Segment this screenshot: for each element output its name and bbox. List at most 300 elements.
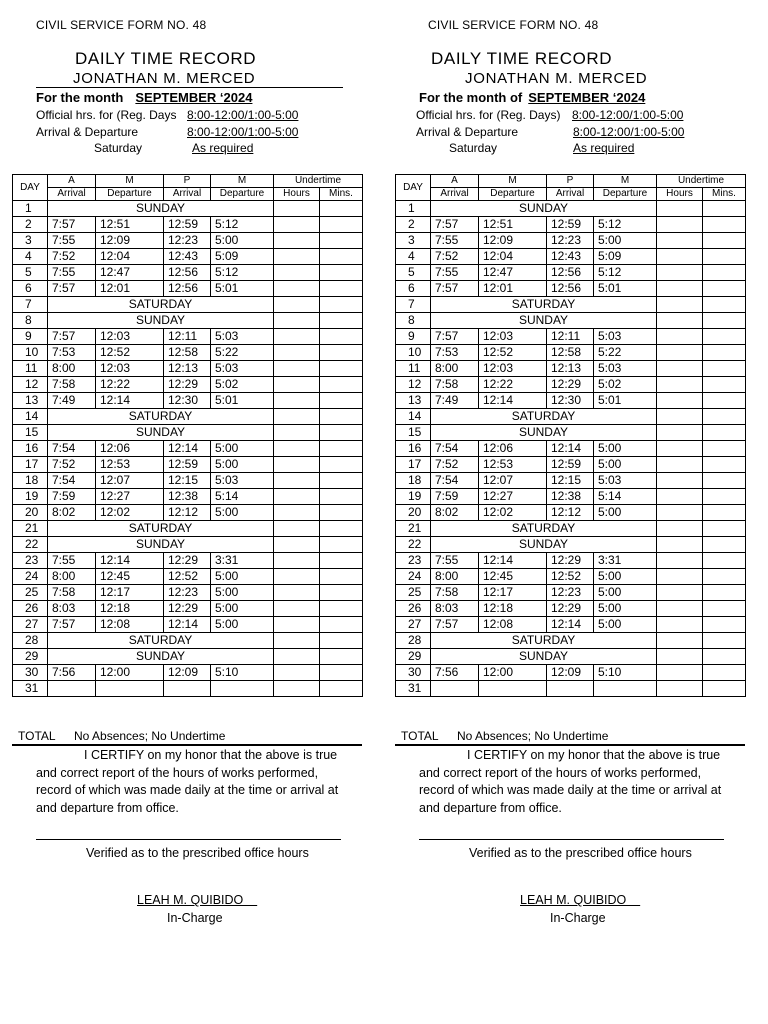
certification-text [419,747,739,817]
day-cell: 31 [396,681,431,697]
undertime-mins-cell [320,409,363,425]
time-cell-am-in: 7:55 [48,553,96,569]
time-cell-pm-in: 12:58 [547,345,594,361]
day-cell: 12 [396,377,431,393]
time-cell-am-in: 7:54 [431,441,479,457]
undertime-mins-cell [703,441,746,457]
time-cell-pm-in: 12:14 [547,441,594,457]
time-cell-pm-in: 12:52 [547,569,594,585]
total-value: No Absences; No Undertime [457,729,609,743]
undertime-mins-cell [703,585,746,601]
time-cell-am-in: 7:54 [48,441,96,457]
time-cell-am-out: 12:08 [96,617,164,633]
time-cell-am-out: 12:18 [96,601,164,617]
undertime-header: Undertime [274,175,363,188]
undertime-hours-cell [657,505,703,521]
undertime-mins-cell [320,249,363,265]
month-value: SEPTEMBER ‘2024 [528,90,646,105]
official-hours-label: Official hrs. for (Reg. Days [36,108,177,122]
time-cell-pm-in: 12:13 [547,361,594,377]
incharge-role: In-Charge [167,911,223,925]
am-departure-header: M [96,175,164,188]
employee-name: JONATHAN M. MERCED [36,70,343,88]
month-value: SEPTEMBER ‘2024 [135,90,253,105]
undertime-hours-cell [657,409,703,425]
table-row [13,681,363,697]
undertime-hours-cell [274,457,320,473]
day-cell: 4 [13,249,48,265]
table-row [13,489,363,505]
official-hours-value: 8:00-12:00/1:00-5:00 [572,108,684,122]
undertime-hours-cell [274,201,320,217]
table-row [13,473,363,489]
time-cell-am-out: 12:00 [479,665,547,681]
undertime-hours-cell [274,233,320,249]
time-cell-am-out: 12:14 [479,393,547,409]
undertime-hours-cell [274,585,320,601]
undertime-mins-cell [320,425,363,441]
undertime-hours-cell [274,281,320,297]
undertime-mins-cell [703,281,746,297]
table-row [13,601,363,617]
undertime-mins-cell [703,217,746,233]
time-cell-pm-in: 12:29 [547,601,594,617]
day-status-cell: SATURDAY [431,521,657,537]
day-cell: 3 [13,233,48,249]
time-cell-pm-out: 5:00 [211,505,274,521]
time-cell-pm-in: 12:14 [164,441,211,457]
table-row [13,265,363,281]
incharge-role: In-Charge [550,911,606,925]
time-cell-pm-in [164,681,211,697]
time-cell-am-out: 12:22 [96,377,164,393]
time-cell-am-out: 12:03 [96,361,164,377]
day-cell: 26 [13,601,48,617]
table-row [396,313,746,329]
table-row [396,553,746,569]
undertime-hours-cell [274,681,320,697]
undertime-hours-cell [274,377,320,393]
official-hours-row [416,108,684,122]
undertime-hours-cell [657,233,703,249]
arrival-departure-row [416,125,685,139]
table-header-row [13,175,363,188]
day-status-cell: SATURDAY [48,297,274,313]
table-row [13,617,363,633]
undertime-mins-cell [320,393,363,409]
time-cell-pm-in: 12:15 [547,473,594,489]
official-hours-value: 8:00-12:00/1:00-5:00 [187,108,299,122]
time-cell-am-in: 7:57 [48,217,96,233]
time-cell-pm-out: 5:12 [211,265,274,281]
time-cell-am-in: 8:03 [431,601,479,617]
time-cell-am-out: 12:09 [479,233,547,249]
day-cell: 30 [396,665,431,681]
day-cell: 21 [13,521,48,537]
table-row [396,569,746,585]
undertime-hours-cell [657,441,703,457]
undertime-mins-cell [703,233,746,249]
time-cell-pm-in: 12:43 [164,249,211,265]
undertime-hours-cell [274,617,320,633]
day-cell: 10 [396,345,431,361]
certification-body: I CERTIFY on my honor that the above is true and correct report of the hours of works performed, record of which was made daily at the time or arrival at and departure from office. [36,748,339,815]
undertime-mins-cell [320,665,363,681]
month-row [419,90,713,105]
day-status-cell: SUNDAY [48,201,274,217]
undertime-hours-cell [274,345,320,361]
time-cell-am-out: 12:17 [96,585,164,601]
time-cell-pm-in: 12:52 [164,569,211,585]
undertime-hours-cell [274,601,320,617]
undertime-mins-cell [320,521,363,537]
day-status-cell: SUNDAY [431,425,657,441]
time-cell-pm-in: 12:59 [547,217,594,233]
undertime-hours-cell [274,361,320,377]
day-cell: 18 [13,473,48,489]
time-cell-am-out: 12:09 [96,233,164,249]
time-cell-am-out: 12:14 [96,393,164,409]
day-cell: 3 [396,233,431,249]
time-cell-am-in: 7:59 [431,489,479,505]
day-cell: 28 [396,633,431,649]
day-cell: 15 [396,425,431,441]
time-cell-am-out: 12:03 [479,329,547,345]
table-row [13,329,363,345]
day-header: DAY [13,175,48,201]
undertime-hours-cell [657,281,703,297]
day-cell: 9 [396,329,431,345]
undertime-hours-cell [657,553,703,569]
undertime-mins-cell [703,649,746,665]
table-row [13,649,363,665]
day-status-cell: SUNDAY [431,201,657,217]
day-cell: 22 [13,537,48,553]
saturday-value: As required [573,141,635,155]
time-cell-am-in: 7:57 [431,281,479,297]
time-cell-am-out: 12:00 [96,665,164,681]
undertime-mins-cell [703,345,746,361]
table-row [396,409,746,425]
time-cell-am-in: 8:00 [48,361,96,377]
undertime-mins-cell [320,633,363,649]
day-status-cell: SUNDAY [431,649,657,665]
employee-name: JONATHAN M. MERCED [465,70,648,87]
day-cell: 15 [13,425,48,441]
undertime-mins-cell [703,505,746,521]
undertime-hours-cell [657,473,703,489]
time-cell-am-out: 12:45 [96,569,164,585]
time-cell-pm-in: 12:29 [547,553,594,569]
time-cell-pm-in: 12:12 [547,505,594,521]
total-label: TOTAL [401,729,439,743]
time-cell-am-out [479,681,547,697]
undertime-hours-cell [657,633,703,649]
table-row [13,393,363,409]
time-cell-pm-out: 5:01 [594,393,657,409]
time-cell-pm-out: 5:03 [594,329,657,345]
undertime-mins-cell [320,537,363,553]
undertime-mins-cell [703,393,746,409]
time-cell-pm-out: 5:00 [594,617,657,633]
undertime-hours-cell [657,217,703,233]
table-row [13,313,363,329]
table-row [396,297,746,313]
official-hours-row [36,108,299,122]
undertime-hours-cell [657,537,703,553]
time-cell-pm-in: 12:59 [164,457,211,473]
undertime-mins-cell [703,617,746,633]
table-row [396,521,746,537]
undertime-mins-cell [703,601,746,617]
time-cell-am-in: 7:55 [431,233,479,249]
day-cell: 18 [396,473,431,489]
table-row [396,473,746,489]
time-cell-am-out: 12:51 [479,217,547,233]
undertime-mins-cell [703,409,746,425]
time-cell-pm-out: 5:00 [211,617,274,633]
day-cell: 14 [396,409,431,425]
undertime-mins-cell [320,265,363,281]
day-cell: 22 [396,537,431,553]
undertime-mins-cell [320,649,363,665]
undertime-mins-cell [703,489,746,505]
undertime-hours-cell [657,297,703,313]
time-cell-am-in: 7:56 [48,665,96,681]
undertime-mins-cell [703,521,746,537]
pm-arrival-header: P [164,175,211,188]
table-row [13,409,363,425]
day-status-cell: SUNDAY [48,537,274,553]
table-row [13,665,363,681]
day-status-cell: SUNDAY [431,313,657,329]
time-cell-pm-in: 12:38 [547,489,594,505]
undertime-hours-cell [274,297,320,313]
time-cell-pm-out: 5:12 [211,217,274,233]
time-cell-pm-out: 5:00 [594,585,657,601]
time-cell-pm-in: 12:59 [547,457,594,473]
undertime-mins-cell [320,217,363,233]
table-subheader-row [13,188,363,201]
saturday-row [36,141,254,155]
time-cell-am-in: 7:57 [431,617,479,633]
time-cell-am-out: 12:52 [96,345,164,361]
time-cell-am-in: 7:54 [431,473,479,489]
undertime-hours-cell [274,569,320,585]
day-cell: 2 [396,217,431,233]
time-cell-am-in: 8:03 [48,601,96,617]
time-cell-am-out: 12:07 [96,473,164,489]
pm-arrival-header: P [547,175,594,188]
time-cell-pm-out: 5:03 [211,473,274,489]
time-cell-am-in: 8:00 [431,569,479,585]
undertime-hours-cell [657,569,703,585]
mins-subheader: Mins. [703,188,746,201]
mins-subheader: Mins. [320,188,363,201]
undertime-hours-cell [657,665,703,681]
table-row [13,377,363,393]
departure-subheader: Departure [96,188,164,201]
undertime-hours-cell [274,553,320,569]
departure-subheader: Departure [211,188,274,201]
undertime-hours-cell [274,265,320,281]
time-cell-am-in: 7:57 [431,329,479,345]
time-cell-am-out: 12:14 [96,553,164,569]
undertime-hours-cell [657,265,703,281]
undertime-hours-cell [657,649,703,665]
time-cell-pm-in: 12:23 [164,585,211,601]
time-cell-am-in: 8:00 [431,361,479,377]
day-status-cell: SUNDAY [48,313,274,329]
time-cell-am-in: 7:55 [48,265,96,281]
day-cell: 14 [13,409,48,425]
undertime-mins-cell [703,633,746,649]
table-row [13,201,363,217]
time-cell-pm-in: 12:56 [547,265,594,281]
time-cell-am-out: 12:51 [96,217,164,233]
day-cell: 20 [13,505,48,521]
undertime-mins-cell [320,585,363,601]
undertime-mins-cell [703,457,746,473]
day-cell: 16 [396,441,431,457]
day-status-cell: SATURDAY [48,521,274,537]
signature-line [36,839,341,840]
undertime-mins-cell [320,313,363,329]
table-row [13,505,363,521]
day-cell: 6 [13,281,48,297]
day-status-cell: SATURDAY [431,633,657,649]
table-row [13,345,363,361]
undertime-mins-cell [320,361,363,377]
time-cell-pm-out: 5:03 [594,473,657,489]
day-cell: 29 [13,649,48,665]
time-cell-am-in: 7:58 [431,377,479,393]
table-row [396,425,746,441]
time-cell-pm-out: 5:10 [211,665,274,681]
undertime-mins-cell [320,441,363,457]
day-status-cell: SUNDAY [48,649,274,665]
time-cell-pm-out: 5:03 [594,361,657,377]
time-cell-pm-out: 5:00 [594,569,657,585]
time-cell-pm-in: 12:09 [547,665,594,681]
arrival-subheader: Arrival [48,188,96,201]
time-cell-am-out: 12:27 [96,489,164,505]
time-cell-am-out: 12:07 [479,473,547,489]
time-cell-am-in: 7:55 [48,233,96,249]
time-cell-pm-out: 5:02 [594,377,657,393]
day-status-cell: SATURDAY [431,297,657,313]
table-row [396,665,746,681]
time-cell-am-out: 12:47 [96,265,164,281]
arrival-departure-value: 8:00-12:00/1:00-5:00 [187,125,299,139]
am-arrival-header: A [48,175,96,188]
time-cell-pm-out: 5:01 [211,393,274,409]
saturday-label: Saturday [94,141,143,155]
time-cell-pm-out: 5:14 [594,489,657,505]
time-cell-am-out: 12:27 [479,489,547,505]
time-cell-am-in: 7:52 [48,457,96,473]
time-cell-am-out: 12:17 [479,585,547,601]
table-row [13,233,363,249]
undertime-mins-cell [703,329,746,345]
time-cell-pm-out: 5:14 [211,489,274,505]
table-row [13,249,363,265]
day-header: DAY [396,175,431,201]
undertime-hours-cell [274,441,320,457]
pm-departure-header: M [211,175,274,188]
time-cell-pm-in: 12:09 [164,665,211,681]
day-cell: 8 [396,313,431,329]
time-cell-pm-out: 5:01 [211,281,274,297]
saturday-row [416,141,635,155]
time-cell-pm-out: 5:10 [594,665,657,681]
time-cell-am-out: 12:04 [479,249,547,265]
verified-text: Verified as to the prescribed office hours [469,846,692,860]
time-cell-pm-out [594,681,657,697]
hours-subheader: Hours [657,188,703,201]
day-cell: 25 [13,585,48,601]
saturday-value: As required [192,141,254,155]
am-arrival-header: A [431,175,479,188]
time-cell-am-in: 7:57 [48,329,96,345]
time-cell-am-in: 7:53 [48,345,96,361]
month-label: For the month of [419,90,523,105]
time-cell-am-out: 12:04 [96,249,164,265]
time-cell-am-in: 7:58 [48,377,96,393]
form-title: DAILY TIME RECORD [75,49,257,68]
day-status-cell: SATURDAY [431,409,657,425]
undertime-mins-cell [320,569,363,585]
time-cell-am-in: 8:02 [48,505,96,521]
undertime-mins-cell [320,457,363,473]
hours-subheader: Hours [274,188,320,201]
time-cell-am-in: 7:58 [48,585,96,601]
undertime-hours-cell [274,649,320,665]
undertime-mins-cell [703,377,746,393]
pm-departure-header: M [594,175,657,188]
time-cell-am-in: 7:57 [48,617,96,633]
time-cell-am-in: 7:54 [48,473,96,489]
day-cell: 26 [396,601,431,617]
undertime-hours-cell [274,249,320,265]
table-row [13,569,363,585]
day-cell: 12 [13,377,48,393]
time-cell-pm-in: 12:56 [164,265,211,281]
undertime-hours-cell [657,457,703,473]
undertime-mins-cell [703,265,746,281]
table-row [13,441,363,457]
undertime-hours-cell [274,393,320,409]
month-row [36,90,305,105]
undertime-hours-cell [657,585,703,601]
table-row [13,521,363,537]
day-cell: 21 [396,521,431,537]
undertime-mins-cell [703,425,746,441]
time-cell-am-in: 7:55 [431,265,479,281]
time-cell-am-out: 12:06 [96,441,164,457]
day-cell: 1 [13,201,48,217]
time-cell-pm-in: 12:38 [164,489,211,505]
time-cell-pm-in: 12:58 [164,345,211,361]
day-cell: 4 [396,249,431,265]
undertime-hours-cell [657,617,703,633]
day-cell: 16 [13,441,48,457]
time-cell-pm-in: 12:56 [164,281,211,297]
day-cell: 5 [396,265,431,281]
undertime-mins-cell [320,617,363,633]
table-row [396,329,746,345]
undertime-mins-cell [703,313,746,329]
